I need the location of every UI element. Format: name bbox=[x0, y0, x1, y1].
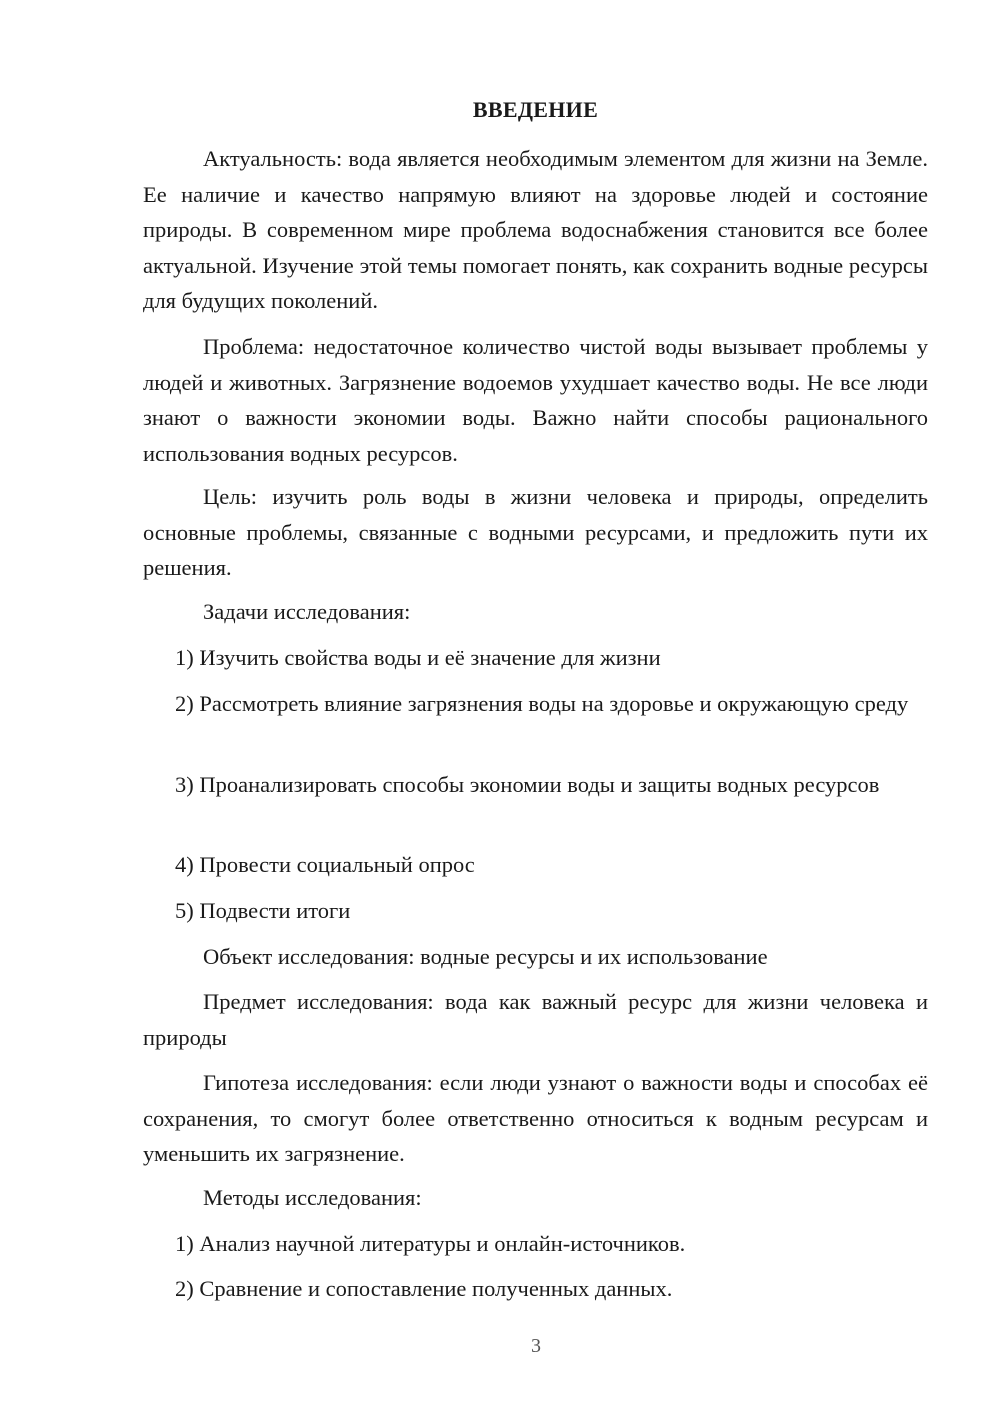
hypothesis-paragraph: Гипотеза исследования: если люди узнают о важности воды и способах её сохранения, то смогут более ответственно относиться к водным ресурсам и уменьшить их загрязнение. bbox=[143, 1070, 928, 1166]
task-item-1: 1) Изучить свойства воды и её значение для жизни bbox=[175, 645, 661, 670]
page-number: 3 bbox=[531, 1335, 541, 1357]
task-item-5: 5) Подвести итоги bbox=[175, 898, 351, 923]
method-item-2: 2) Сравнение и сопоставление полученных данных. bbox=[175, 1276, 673, 1301]
relevance-paragraph: Актуальность: вода является необходимым элементом для жизни на Земле. Ее наличие и качество напрямую влияют на здоровье людей и состояние природы. В современном мире проблема водоснабжения становится все более актуальной. Изучение этой темы помогает понять, как сохранить водные ресурсы для будущих поколений. bbox=[143, 146, 928, 313]
goal-paragraph: Цель: изучить роль воды в жизни человека и природы, определить основные проблемы, связанные с водными ресурсами, и предложить пути их решения. bbox=[143, 484, 928, 580]
page-title: ВВЕДЕНИЕ bbox=[472, 97, 599, 122]
methods-heading: Методы исследования: bbox=[203, 1185, 422, 1210]
method-item-1: 1) Анализ научной литературы и онлайн-источников. bbox=[175, 1231, 686, 1256]
tasks-heading: Задачи исследования: bbox=[203, 599, 411, 624]
task-item-4: 4) Провести социальный опрос bbox=[175, 852, 475, 877]
problem-paragraph: Проблема: недостаточное количество чистой воды вызывает проблемы у людей и животных. Загрязнение водоемов ухудшает качество воды. Не все люди знают о важности экономии воды. Важно найти способы рационального использования водных ресурсов. bbox=[143, 334, 928, 466]
subject-paragraph: Предмет исследования: вода как важный ресурс для жизни человека и природы bbox=[143, 989, 928, 1050]
object-paragraph: Объект исследования: водные ресурсы и их использование bbox=[203, 944, 768, 969]
task-item-2: 2) Рассмотреть влияние загрязнения воды на здоровье и окружающую среду bbox=[175, 691, 909, 716]
task-item-3: 3) Проанализировать способы экономии воды и защиты водных ресурсов bbox=[175, 772, 880, 797]
